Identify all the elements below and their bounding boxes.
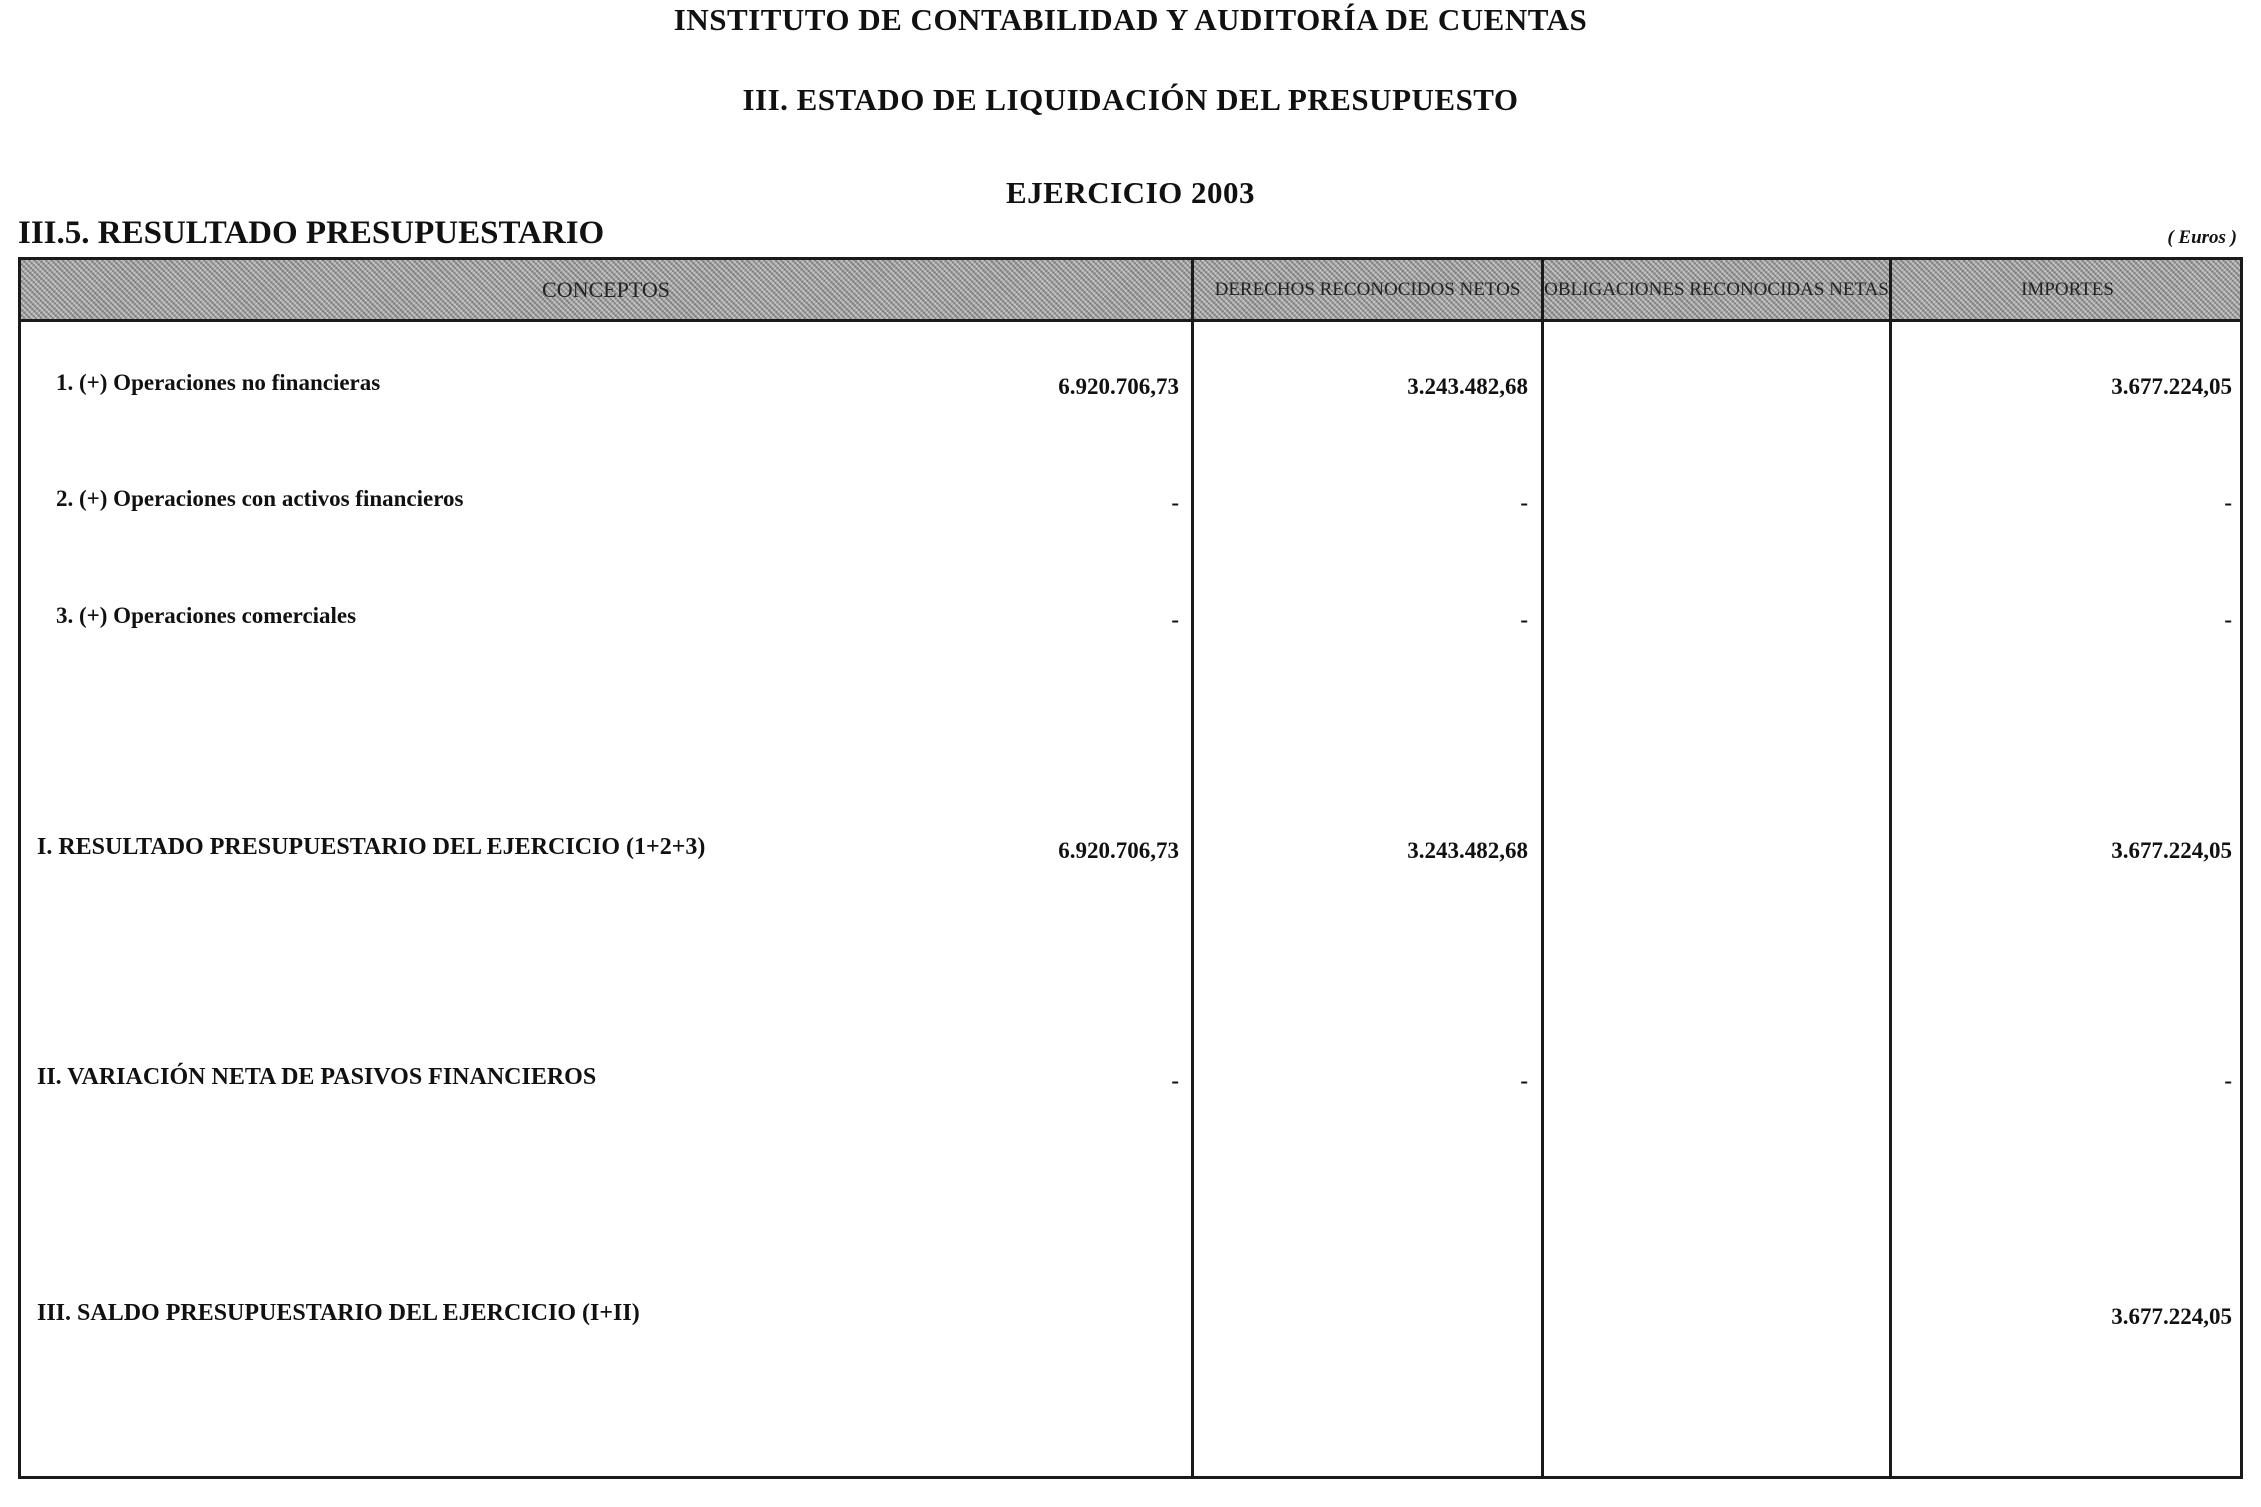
section-title: III.5. RESULTADO PRESUPUESTARIO (18, 215, 605, 251)
row-concept: II. VARIACIÓN NETA DE PASIVOS FINANCIEROS (37, 1064, 597, 1090)
row-importes: - (2224, 490, 2232, 515)
row-derechos: - (1171, 490, 1179, 515)
column-header-conceptos: CONCEPTOS (542, 276, 670, 302)
row-obligaciones: 3.243.482,68 (1407, 838, 1528, 863)
statement-title: III. ESTADO DE LIQUIDACIÓN DEL PRESUPUESTO (742, 82, 1519, 117)
row-concept: 1. (+) Operaciones no financieras (56, 370, 381, 395)
row-concept: I. RESULTADO PRESUPUESTARIO DEL EJERCICIO (1+2+3) (37, 834, 706, 860)
row-obligaciones: - (1520, 607, 1528, 632)
column-divider (1541, 260, 1544, 1476)
column-divider (1889, 260, 1892, 1476)
row-importes: 3.677.224,05 (2111, 1304, 2232, 1329)
row-obligaciones: - (1520, 490, 1528, 515)
row-concept: III. SALDO PRESUPUESTARIO DEL EJERCICIO (I+II) (37, 1300, 640, 1326)
row-concept: 3. (+) Operaciones comerciales (56, 603, 357, 628)
column-header-derechos: DERECHOS RECONOCIDOS NETOS (1214, 278, 1521, 300)
table-header (21, 260, 2240, 322)
row-importes: - (2224, 1068, 2232, 1093)
row-derechos: - (1171, 607, 1179, 632)
row-importes: - (2224, 607, 2232, 632)
row-derechos: 6.920.706,73 (1058, 838, 1179, 863)
column-header-obligaciones: OBLIGACIONES RECONOCIDAS NETAS (1544, 278, 1889, 300)
row-importes: 3.677.224,05 (2111, 374, 2232, 399)
fiscal-year-title: EJERCICIO 2003 (1005, 175, 1255, 210)
budget-result-table (18, 257, 2243, 1479)
row-derechos: - (1171, 1068, 1179, 1093)
row-importes: 3.677.224,05 (2111, 838, 2232, 863)
row-obligaciones: 3.243.482,68 (1407, 374, 1528, 399)
column-divider (1191, 260, 1194, 1476)
row-concept: 2. (+) Operaciones con activos financieros (56, 486, 464, 511)
currency-label: ( Euros ) (2167, 227, 2237, 248)
row-derechos: 6.920.706,73 (1058, 374, 1179, 399)
row-obligaciones: - (1520, 1068, 1528, 1093)
institution-title: INSTITUTO DE CONTABILIDAD Y AUDITORÍA DE CUENTAS (673, 2, 1588, 37)
column-header-importes: IMPORTES (2021, 278, 2114, 300)
